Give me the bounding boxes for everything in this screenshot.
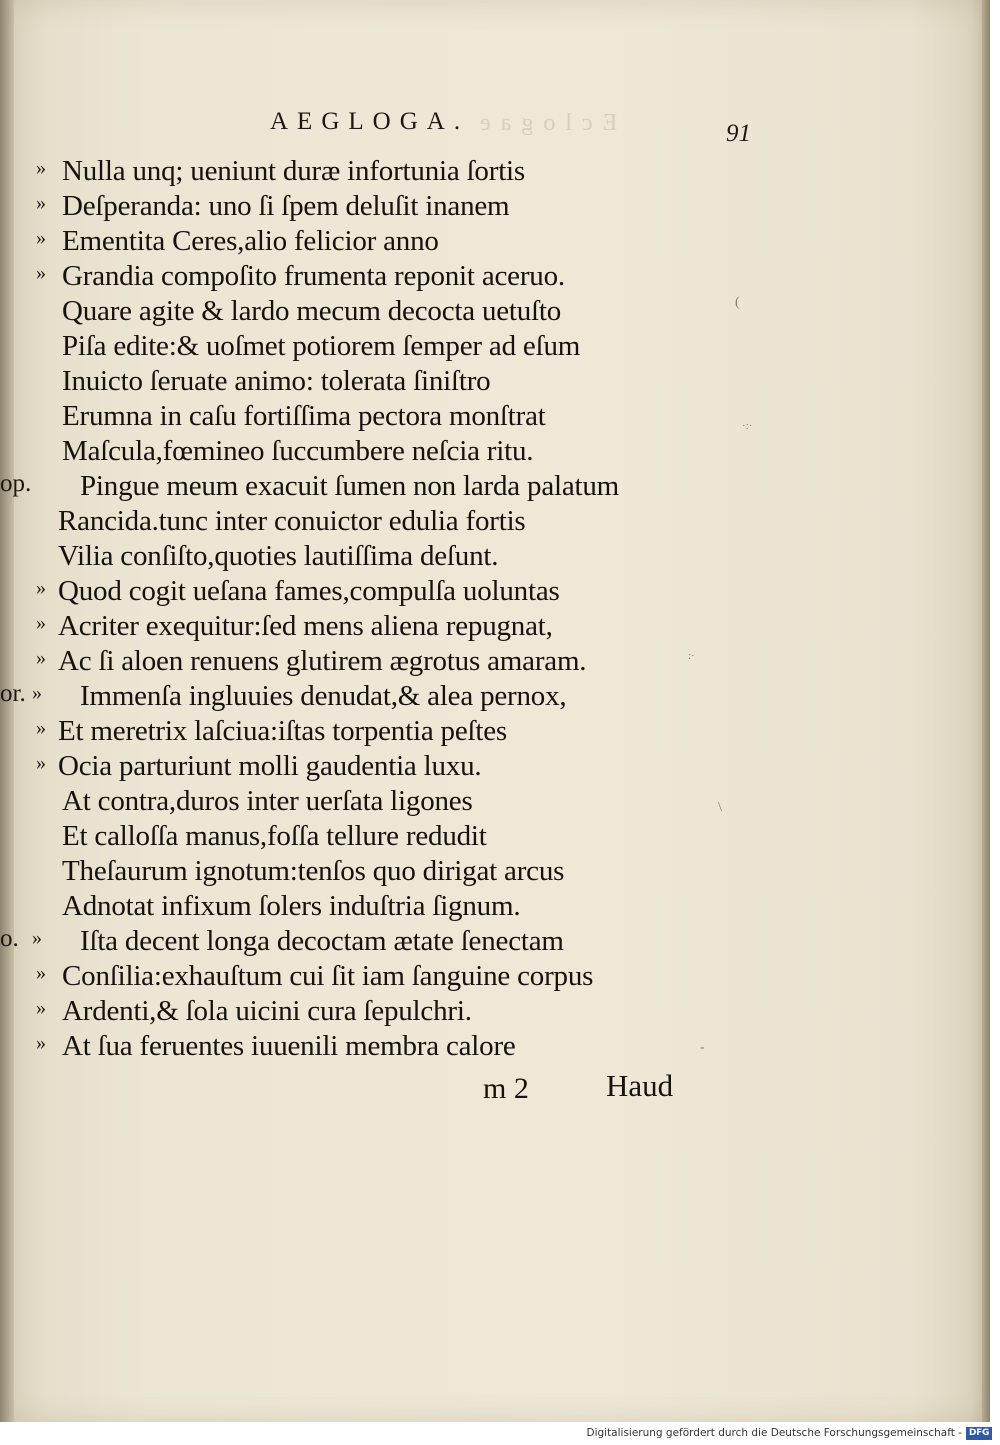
verse-line xyxy=(0,575,700,610)
ink-speck: :· xyxy=(688,650,695,662)
verse-line xyxy=(0,750,700,785)
gnomic-quote-mark: » xyxy=(36,1032,46,1054)
verse-line xyxy=(0,855,700,890)
verse-text: Conſilia:exhauſtum cui ſit iam ſanguine corpus xyxy=(62,960,594,992)
folio-number: 91 xyxy=(726,120,751,147)
verse-text: Et calloſſa manus,foſſa tellure redudit xyxy=(62,820,487,852)
verse-line xyxy=(0,785,700,820)
page-edge xyxy=(982,0,990,1422)
speaker-label: or. xyxy=(0,680,26,707)
verse-line xyxy=(0,155,700,190)
verse-text: Ementita Ceres,alio felicior anno xyxy=(62,225,439,257)
verse-line xyxy=(0,470,700,505)
verse-line xyxy=(0,995,700,1030)
verse-text: Ocia parturiunt molli gaudentia luxu. xyxy=(58,750,482,782)
signature-mark: m 2 xyxy=(483,1072,529,1105)
ink-speck: ( xyxy=(735,295,740,310)
verse-line xyxy=(0,190,700,225)
verse-text: Adnotat infixum ſolers induſtria ſignum. xyxy=(62,890,521,922)
verse-text: Ac ſi aloen renuens glutirem ægrotus amaram. xyxy=(58,645,587,677)
gnomic-quote-mark: » xyxy=(36,717,46,739)
ink-speck: - xyxy=(700,1040,705,1055)
verse-line xyxy=(0,540,700,575)
verse-text: Theſaurum ignotum:tenſos quo dirigat arcus xyxy=(62,855,565,887)
verse-text: Nulla unq; ueniunt duræ infortunia ſortis xyxy=(62,155,525,187)
verse-line xyxy=(0,715,700,750)
gnomic-quote-mark: » xyxy=(36,752,46,774)
gnomic-quote-mark: » xyxy=(36,262,46,284)
gnomic-quote-mark: » xyxy=(36,647,46,669)
gnomic-quote-mark: » xyxy=(36,962,46,984)
verse-line xyxy=(0,505,700,540)
verse-line xyxy=(0,400,700,435)
gnomic-quote-mark: » xyxy=(36,157,46,179)
catchword: Haud xyxy=(606,1068,674,1103)
ink-speck: ·:· xyxy=(742,420,753,432)
ink-speck: \ xyxy=(718,800,722,815)
verse-text: At contra,duros inter uerſata ligones xyxy=(62,785,473,817)
verse-text: Vilia conſiſto,quoties lautiſſima deſunt. xyxy=(58,540,499,572)
gnomic-quote-mark: » xyxy=(32,682,42,704)
verse-text: Erumna in caſu fortiſſima pectora monſtrat xyxy=(62,400,546,432)
verse-line xyxy=(0,925,700,960)
verse-line xyxy=(0,330,700,365)
verse-text: Deſperanda: uno ſi ſpem deluſit inanem xyxy=(62,190,510,222)
verse-line xyxy=(0,225,700,260)
verse-line xyxy=(0,295,700,330)
verse-text: Acriter exequitur:ſed mens aliena repugnat, xyxy=(58,610,553,642)
verse-text: Quare agite & lardo mecum decocta uetuſto xyxy=(62,295,562,327)
verse-line xyxy=(0,960,700,995)
gnomic-quote-mark: » xyxy=(36,997,46,1019)
gnomic-quote-mark: » xyxy=(32,927,42,949)
gnomic-quote-mark: » xyxy=(36,192,46,214)
verse-line xyxy=(0,645,700,680)
verse-text: Grandia compoſito frumenta reponit aceruo. xyxy=(62,260,565,292)
dfg-logo-icon: DFG xyxy=(966,1427,992,1440)
verse-line xyxy=(0,680,700,715)
verse-line xyxy=(0,260,700,295)
verse-text: Et meretrix laſciua:iſtas torpentia peſtes xyxy=(58,715,507,747)
verse-line xyxy=(0,435,700,470)
verse-text: Rancida.tunc inter conuictor edulia fortis xyxy=(58,505,526,537)
verse-text: Quod cogit ueſana fames,compulſa uoluntas xyxy=(58,575,560,607)
verse-line xyxy=(0,365,700,400)
gnomic-quote-mark: » xyxy=(36,577,46,599)
speaker-label: op. xyxy=(0,470,32,497)
verse-line xyxy=(0,820,700,855)
verse-text: Immenſa ingluuies denudat,& alea pernox, xyxy=(80,680,567,712)
verse-line xyxy=(0,1030,700,1065)
show-through-text: Eclogae xyxy=(470,110,618,136)
running-head: AEGLOGA. xyxy=(270,108,470,135)
verse-text: Piſa edite:& uoſmet potiorem ſemper ad eſum xyxy=(62,330,581,362)
verse-text: Ardenti,& ſola uicini cura ſepulchri. xyxy=(62,995,472,1027)
gnomic-quote-mark: » xyxy=(36,612,46,634)
verse-text: Maſcula,fœmineo ſuccumbere neſcia ritu. xyxy=(62,435,534,467)
verse-text: Iſta decent longa decoctam ætate ſenectam xyxy=(80,925,564,957)
verse-line xyxy=(0,610,700,645)
verse-text: Pingue meum exacuit ſumen non larda palatum xyxy=(80,470,620,502)
digitization-credit: Digitalisierung gefördert durch die Deutsche Forschungsgemeinschaft - xyxy=(586,1427,962,1439)
gnomic-quote-mark: » xyxy=(36,227,46,249)
speaker-label: o. xyxy=(0,925,19,952)
verse-line xyxy=(0,890,700,925)
verse-text: At ſua feruentes iuuenili membra calore xyxy=(62,1030,516,1062)
verse-text: Inuicto ſeruate animo: tolerata ſiniſtro xyxy=(62,365,491,397)
